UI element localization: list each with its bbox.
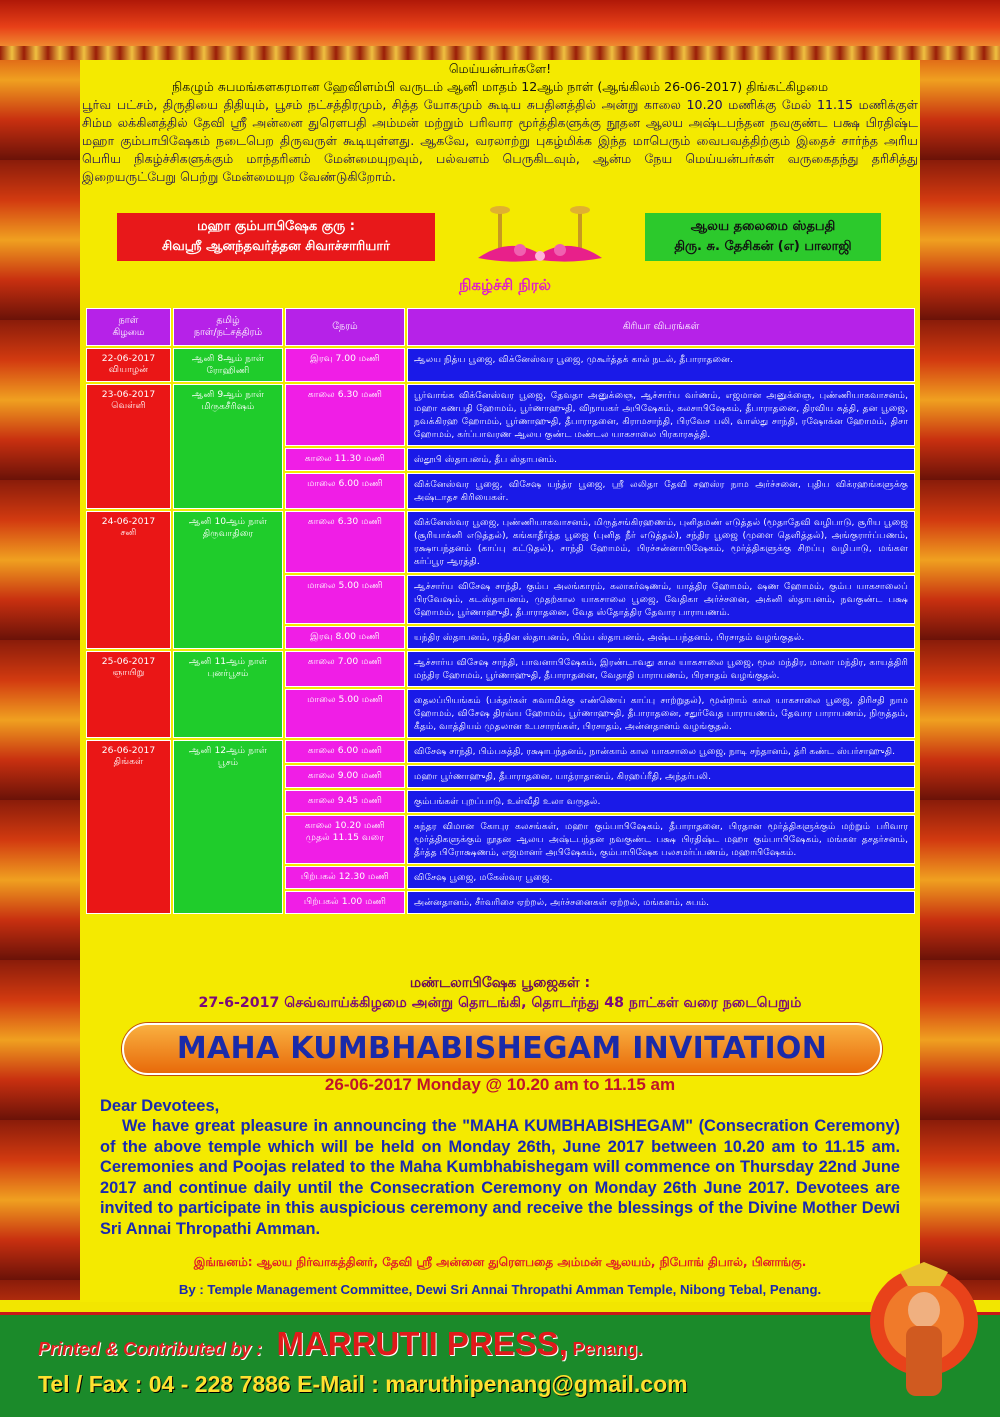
- cell-tamil-day: [173, 511, 283, 649]
- weekday-value: திங்கள்: [113, 756, 144, 767]
- cell-time: காலை 6.00 மணி: [285, 740, 405, 763]
- cell-detail: விக்னேஸ்வர பூஜை, விசேஷ யந்த்ர பூஜை, ஸ்ரீ லலிதா தேவி சஹஸ்ர நாம அர்ச்சனை, புதிய விக்ரஹங்களுக்கு அஷ்டாதச கிரியைகள்.: [407, 473, 915, 509]
- contact-line: Tel / Fax : 04 - 228 7886 E-Mail : maruthipenang@gmail.com: [38, 1371, 688, 1397]
- sthapathi-title: ஆலய தலைமை ஸ்தபதி: [690, 219, 836, 234]
- cell-detail: விசேஷ சாந்தி, பிம்பசுத்தி, ரக்ஷாபந்தனம், நான்காம் கால யாகசாலை பூஜை, நாடி சந்தானம், த்ரி கண்ட ஸ்பர்சாஹுதி.: [407, 740, 915, 763]
- cell-time: காலை 6.30 மணி: [285, 384, 405, 446]
- intro-paragraph: பூர்வ பட்சம், திருதியை திதியும், பூசம் நட்சத்திரமும், சித்த யோகமும் கூடிய சுபதினத்தில் அன்று காலை 10.20 மணிக்கு மேல் 11.15 மணிக்குள் சிம்ம லக்கினத்தில் தேவி ஸ்ரீ அன்னை துரௌபதி அம்மன் மற்றும் பரிவார மூர்த்திகளுக்கு நூதன ஆலய அஷ்டபந்தன நவகுண்ட பக்ஷ பிரதிஷ்ட மஹா கும்பாபிஷேகம் நடைபெற திருவருள் கூடியுள்ளது. ஆகவே, வரலாற்று புகழ்மிக்க இந்த மாபெரும் வைபவத்திற்கும் இதைச் சார்ந்த அரிய பெரிய நிகழ்ச்சிகளுக்கும் மாந்தரினம் மேன்மையுறவும், பல்வளம் பெருகிடவும், ஆன்ம நேய மெய்யன்பர்கள் வருகைதந்து தரிசித்து இறையருட்பேறு பெற்று மேன்மையுற வேண்டுகிறோம்.: [82, 97, 918, 184]
- header-date: நாள் கிழமை: [86, 308, 171, 346]
- header-time: நேரம்: [285, 308, 405, 346]
- cell-time: இரவு 7.00 மணி: [285, 348, 405, 382]
- cell-detail: விக்னேஸ்வர பூஜை, புண்ணியாகவாசனம், மிருத்சங்கிரஹணம், புனிதமண் எடுத்தல் (மூதாதேவி வழிபாடு, சூரிய பூஜை (சூரியாக்னி எடுத்தல்), கங்காதீர்த்த பூஜை (புனித நீர் எடுத்தல்), சந்திர பூஜை (முளை தெளித்தல்), அங்குரார்ப்பணம், ரக்ஷாபந்தனம் (காப்பு கட்டுதல்), சாந்தி ஹோமம், பிரச்சன்னாபிஷேகம், மூர்த்திகளுக்கு சிறப்பு வழிபாடு, மங்கள கர்ப்பூர ஆரத்தி.: [407, 511, 915, 573]
- cell-time: காலை 9.45 மணி: [285, 790, 405, 813]
- oil-lamp-icon: [470, 202, 610, 266]
- tamil-day-value: ஆனி 11ஆம் நாள்: [188, 656, 268, 667]
- schedule-body: [86, 348, 915, 914]
- date-value: 26-06-2017: [101, 745, 156, 756]
- cell-tamil-day: [173, 384, 283, 509]
- header-details: கிரியா விபரங்கள்: [407, 308, 915, 346]
- tamil-day-value: ஆனி 8ஆம் நாள்: [191, 353, 265, 364]
- salutation: Dear Devotees,: [100, 1097, 220, 1115]
- table-header-row: [86, 308, 915, 346]
- cell-time: மாலை 5.00 மணி: [285, 689, 405, 738]
- weekday-value: சனி: [120, 527, 137, 538]
- cell-detail: ஆலய நித்ய பூஜை, விக்னேஸ்வர பூஜை, முகூர்த்தக் கால் நடல், தீபாராதனை.: [407, 348, 915, 382]
- cell-date: [86, 511, 171, 649]
- cell-detail: ஆச்சார்ய விசேஷ சாந்தி, கும்ப அலங்காரம், கலாகர்ஷணம், யாத்திர ஹோமம், ஷண ஹோமம், கும்ப யாகசாலைப் பிரவேஷம், கடஸ்தாபனம், முதற்கால யாகசாலை பூஜை, வேதிகா அர்ச்சனை, அக்னி ஸ்தாபனம், நவகுண்ட பக்ஷ ஹோமம், பூர்ணாஹுதி, தீபாராதனை, வேத ஸ்தோத்திர தேவார பாராயணம்.: [407, 575, 915, 624]
- tamil-day-value: ஆனி 10ஆம் நாள்: [188, 516, 268, 527]
- cell-detail: பூர்வாங்க விக்னேஸ்வர பூஜை, தேவதா அனுக்ஞை, ஆச்சார்ய வர்ணம், எஜமான அனுக்ஞை, புண்ணியாகவாசனம், மஹா கணபதி ஹோமம், பூர்ணாஹுதி, விநாயகர் அபிஷேகம், கலசாபிஷேகம், தீபாராதனை, திரவிய சுத்தி, தன பூஜை, நவக்கிரஹ ஹோமம், பூர்ணாஹுதி, தீபாராதனை, கிராமசாந்தி, பிரவேச பலி, வாஸ்து சாந்தி, ரஷோக்ன ஹோமம், திசா ஹோமம், கர்ப்பாவரண ஆலய குண்ட மண்டல யாகசாலை பிரகாரசுத்தி.: [407, 384, 915, 446]
- star-value: பூசம்: [217, 757, 239, 768]
- program-title: நிகழ்ச்சி நிரல்: [459, 276, 551, 294]
- cell-detail: தைலப்பியங்கம் (பக்தர்கள் சுவாமிக்கு எண்ணெய் காப்பு சாற்றுதல்), மூன்றாம் கால யாகசாலை பூஜை, திரிசதி நாம ஹோமம், விசேஷ திரவ்ய ஹோமம், பூர்ணாஹுதி, தீபாராதனை, சதுர்வேத பாராயணம், தேவார பாராயணம், நிருத்தம், கீதம், வாத்தியம் முதலான உபசாரங்கள், பிரசாதம், அன்னதானம் வழங்குதல்.: [407, 689, 915, 738]
- cell-detail: சுந்தர விமான கோபுர கலசங்கள், மஹா கும்பாபிஷேகம், தீபாராதனை, பிரதான மூர்த்திகளுக்கும் மற்றும் பரிவார மூர்த்திகளுக்கும் நூதன ஆலய அஷ்டபந்தன நவகுண்ட பக்ஷ பிரதிஷ்ட மஹா கும்பாபிஷேகம், மங்கள தசதர்சனம், தீர்த்த பிரோக்ஷணம், எஜமானர் அபிஷேகம், கும்பாபிஷேக பலசமர்ப்பணம், மஹாபிஷேகம்.: [407, 815, 915, 864]
- guru-name: சிவஸ்ரீ ஆனந்தவர்த்தன சிவாச்சாரியார்: [162, 239, 390, 254]
- english-section: [100, 1075, 900, 1239]
- date-value: 25-06-2017: [101, 656, 156, 667]
- guru-box: [117, 213, 435, 261]
- english-date-line: 26-06-2017 Monday @ 10.20 am to 11.15 am: [324, 1075, 676, 1094]
- cell-date: [86, 348, 171, 382]
- weekday-value: வியாழன்: [108, 364, 149, 375]
- footer-line-1: [38, 1325, 642, 1363]
- press-name: MARRUTII PRESS,: [276, 1325, 568, 1362]
- header-tamil-day: தமிழ் நாள்/நட்சத்திரம்: [173, 308, 283, 346]
- schedule-table: [84, 306, 917, 916]
- star-value: திருவாதிரை: [202, 528, 254, 539]
- table-row: [86, 384, 915, 446]
- signature-english: By : Temple Management Committee, Dewi Sri Annai Thropathi Amman Temple, Nibong Tebal, Penang.: [178, 1282, 822, 1297]
- star-value: ரோஹிணி: [206, 365, 250, 376]
- signature-tamil: இங்ஙனம்: ஆலய நிர்வாகத்தினர், தேவி ஸ்ரீ அன்னை துரௌபதை அம்மன் ஆலயம், நிபோங் திபால், பினாங்கு.: [193, 1255, 807, 1269]
- cell-detail: ஸ்தூபி ஸ்தாபனம், தீப ஸ்தாபனம்.: [407, 448, 915, 471]
- cell-time: பிற்பகல் 12.30 மணி: [285, 866, 405, 889]
- mandala-line: 27-6-2017 செவ்வாய்க்கிழமை அன்று தொடங்கி, தொடர்ந்து 48 நாட்கள் வரை நடைபெறும்: [198, 995, 802, 1011]
- cell-tamil-day: [173, 348, 283, 382]
- cell-time: காலை 10.20 மணி முதல் 11.15 வரை: [285, 815, 405, 864]
- cell-detail: கும்பங்கள் புறப்பாடு, உள்வீதி உலா வருதல்.: [407, 790, 915, 813]
- cell-time: காலை 11.30 மணி: [285, 448, 405, 471]
- cell-detail: யந்திர ஸ்தாபனம், ரத்தின ஸ்தாபனம், பிம்ப ஸ்தாபனம், அஷ்டபந்தனம், பிரசாதம் வழங்குதல்.: [407, 626, 915, 649]
- cell-time: மாலை 6.00 மணி: [285, 473, 405, 509]
- date-value: 22-06-2017: [101, 353, 156, 364]
- tamil-day-value: ஆனி 12ஆம் நாள்: [188, 745, 268, 756]
- cell-time: பிற்பகல் 1.00 மணி: [285, 891, 405, 914]
- weekday-value: வெள்ளி: [111, 400, 146, 411]
- deity-image: [860, 1262, 988, 1410]
- cell-detail: அன்னதானம், சீர்வரிசை ஏற்றல், அர்ச்சனைகள் ஏற்றல், மங்களம், சுபம்.: [407, 891, 915, 914]
- mandala-title: மண்டலாபிஷேக பூஜைகள் :: [409, 975, 591, 991]
- printed-label: Printed & Contributed by :: [38, 1339, 262, 1359]
- table-row: [86, 511, 915, 573]
- table-row: [86, 348, 915, 382]
- cell-date: [86, 740, 171, 914]
- date-value: 23-06-2017: [101, 389, 156, 400]
- star-value: புனர்பூசம்: [207, 668, 249, 679]
- sthapathi-name: திரு. சு. தேசிகன் (எ) பாலாஜி: [674, 239, 852, 254]
- table-row: [86, 740, 915, 763]
- greeting: மெய்யன்பர்களே!: [448, 61, 552, 76]
- cell-time: காலை 9.00 மணி: [285, 765, 405, 788]
- invitation-banner: [122, 1023, 882, 1075]
- cell-time: இரவு 8.00 மணி: [285, 626, 405, 649]
- cell-tamil-day: [173, 740, 283, 914]
- tamil-day-value: ஆனி 9ஆம் நாள்: [191, 389, 265, 400]
- cell-tamil-day: [173, 651, 283, 738]
- cell-time: காலை 6.30 மணி: [285, 511, 405, 573]
- footer: [0, 1312, 1000, 1417]
- cell-date: [86, 651, 171, 738]
- mandala-section: [100, 973, 900, 1013]
- banner-title: MAHA KUMBHABISHEGAM INVITATION: [176, 1031, 828, 1066]
- cell-detail: ஆச்சார்ய விசேஷ சாந்தி, பாவனாபிஷேகம், இரண்டாவது கால யாகசாலை பூஜை, மூல மந்திர, மாலா மந்திர, காயத்திரி மந்திர ஹோமம், பூர்ணாஹுதி, தீபாராதனை, வேதாதி பாராயணம், பிரசாதம் வழங்குதல்.: [407, 651, 915, 687]
- guru-title: மஹா கும்பாபிஷேக குரு :: [197, 219, 355, 234]
- cell-detail: விசேஷ பூஜை, மகேஸ்வர பூஜை.: [407, 866, 915, 889]
- intro-section: [82, 60, 918, 186]
- intro-date-line: நிகழும் சுபமங்களகரமான ஹேவிளம்பி வருடம் ஆனி மாதம் 12ஆம் நாள் (ஆங்கிலம் 26-06-2017) திங்கட்கிழமை: [171, 79, 829, 94]
- english-body: We have great pleasure in announcing the "MAHA KUMBHABISHEGAM" (Consecration Ceremony) of the above temple which will be held on Monday 26th, June 2017 between 10.20 am to 11.15 am. Ceremonies and Poojas related to the Maha Kumbhabishegam will commence on Thursday 22nd June 2017 and continue daily until the Consecration Ceremony on Monday 26th June 2017. Devotees are invited to participate in this auspicious ceremony and receive the blessings of the Divine Mother Dewi Sri Annai Thropathi Amman.: [100, 1117, 900, 1238]
- cell-date: [86, 384, 171, 509]
- star-value: மிருகசீரிஷம்: [201, 401, 255, 412]
- sthapathi-box: [645, 213, 881, 261]
- decorative-top-arch: [0, 0, 1000, 60]
- cell-time: காலை 7.00 மணி: [285, 651, 405, 687]
- press-city: Penang.: [572, 1339, 643, 1359]
- cell-detail: மஹா பூர்ணாஹுதி, தீபாராதனை, யாத்ராதானம், கிரஹப்ரீதி, அந்தர்பலி.: [407, 765, 915, 788]
- weekday-value: ஞாயிறு: [112, 667, 145, 678]
- table-row: [86, 651, 915, 687]
- date-value: 24-06-2017: [101, 516, 156, 527]
- cell-time: மாலை 5.00 மணி: [285, 575, 405, 624]
